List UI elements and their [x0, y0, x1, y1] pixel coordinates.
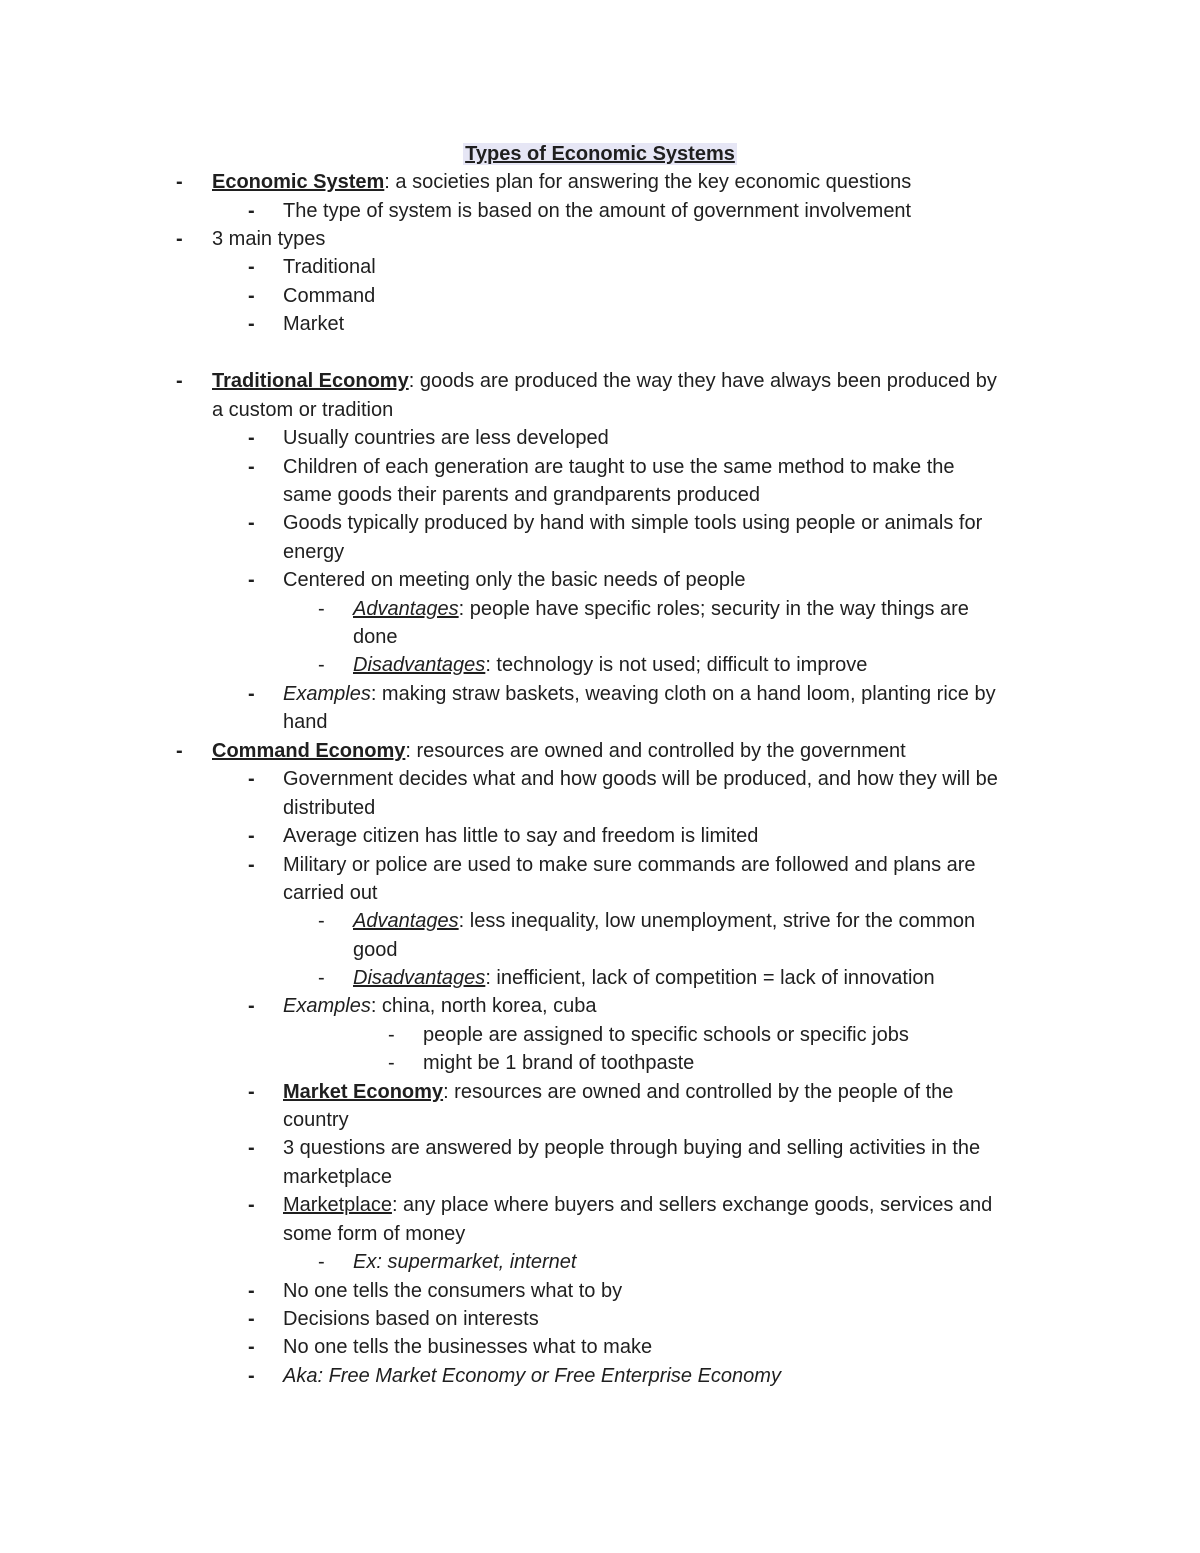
market-marketplace: Marketplace: any place where buyers and sellers exchange goods, services and [283, 1194, 993, 1216]
bullet-dash: - [248, 768, 255, 790]
bullet-dash: - [248, 313, 255, 335]
traditional-point: Goods typically produced by hand with simple tools using people or animals for [283, 512, 983, 534]
command-term: Command Economy [212, 740, 406, 762]
traditional-term: Traditional Economy [212, 370, 409, 392]
bullet-dash: - [318, 1251, 325, 1273]
bullet-dash: - [318, 910, 325, 932]
command-disadvantages: Disadvantages: inefficient, lack of competition = lack of innovation [353, 967, 935, 989]
bullet-dash: - [248, 427, 255, 449]
main-type-item: Traditional [283, 256, 376, 278]
bullet-dash: - [248, 1336, 255, 1358]
bullet-dash: - [248, 569, 255, 591]
traditional-point-cont: same goods their parents and grandparents produced [283, 484, 760, 506]
traditional-point-cont: energy [283, 541, 345, 563]
traditional-line-cont: a custom or tradition [212, 399, 394, 421]
bullet-dash: - [248, 995, 255, 1017]
command-point: Military or police are used to make sure commands are followed and plans are [283, 854, 976, 876]
command-example-detail: people are assigned to specific schools or specific jobs [423, 1024, 909, 1046]
bullet-dash: - [248, 256, 255, 278]
bullet-dash: - [248, 1365, 255, 1387]
bullet-dash: - [318, 967, 325, 989]
command-point: Average citizen has little to say and freedom is limited [283, 825, 759, 847]
bullet-dash: - [248, 683, 255, 705]
traditional-examples: Examples: making straw baskets, weaving cloth on a hand loom, planting rice by [283, 683, 996, 705]
main-types-label: 3 main types [212, 228, 326, 250]
bullet-dash: - [248, 285, 255, 307]
bullet-dash: - [176, 740, 183, 762]
market-marketplace-cont: some form of money [283, 1223, 466, 1245]
econ-system-line: Economic System: a societies plan for answering the key economic questions [212, 171, 912, 193]
bullet-dash: - [176, 370, 183, 392]
traditional-disadvantages: Disadvantages: technology is not used; difficult to improve [353, 654, 868, 676]
command-point-cont: distributed [283, 797, 376, 819]
econ-system-sub: The type of system is based on the amount of government involvement [283, 200, 912, 222]
market-term: Market Economy [283, 1081, 444, 1103]
traditional-advantages: Advantages: people have specific roles; security in the way things are [353, 598, 969, 620]
market-point: Decisions based on interests [283, 1308, 539, 1330]
market-point: No one tells the businesses what to make [283, 1336, 653, 1358]
econ-system-term: Economic System [212, 171, 385, 193]
command-example-detail: might be 1 brand of toothpaste [423, 1052, 695, 1074]
bullet-dash: - [248, 456, 255, 478]
bullet-dash: - [248, 1194, 255, 1216]
bullet-dash: - [248, 1137, 255, 1159]
bullet-dash: - [248, 1081, 255, 1103]
document-title: Types of Economic Systems [465, 143, 735, 165]
bullet-dash: - [248, 825, 255, 847]
traditional-advantages-cont: done [353, 626, 398, 648]
bullet-dash: - [388, 1024, 395, 1046]
market-point: 3 questions are answered by people through buying and selling activities in the [283, 1137, 981, 1159]
traditional-point: Usually countries are less developed [283, 427, 609, 449]
bullet-dash: - [318, 654, 325, 676]
traditional-point: Children of each generation are taught to use the same method to make the [283, 456, 955, 478]
traditional-point: Centered on meeting only the basic needs of people [283, 569, 746, 591]
market-point: No one tells the consumers what to by [283, 1280, 623, 1302]
market-line: Market Economy: resources are owned and controlled by the people of the [283, 1081, 954, 1103]
market-aka: Aka: Free Market Economy or Free Enterprise Economy [283, 1365, 781, 1387]
command-examples: Examples: china, north korea, cuba [283, 995, 597, 1017]
bullet-dash: - [176, 171, 183, 193]
bullet-dash: - [248, 512, 255, 534]
traditional-line: Traditional Economy: goods are produced the way they have always been produced by [212, 370, 997, 392]
bullet-dash: - [248, 1308, 255, 1330]
bullet-dash: - [318, 598, 325, 620]
market-point-cont: marketplace [283, 1166, 392, 1188]
bullet-dash: - [248, 200, 255, 222]
bullet-dash: - [248, 854, 255, 876]
main-type-item: Market [283, 313, 345, 335]
command-advantages: Advantages: less inequality, low unemployment, strive for the common [353, 910, 976, 932]
command-line: Command Economy: resources are owned and controlled by the government [212, 740, 906, 762]
command-point: Government decides what and how goods will be produced, and how they will be [283, 768, 998, 790]
bullet-dash: - [388, 1052, 395, 1074]
bullet-dash: - [176, 228, 183, 250]
command-advantages-cont: good [353, 939, 398, 961]
market-marketplace-example: Ex: supermarket, internet [353, 1251, 577, 1273]
command-point-cont: carried out [283, 882, 378, 904]
main-type-item: Command [283, 285, 376, 307]
traditional-examples-cont: hand [283, 711, 328, 733]
market-line-cont: country [283, 1109, 349, 1131]
bullet-dash: - [248, 1280, 255, 1302]
